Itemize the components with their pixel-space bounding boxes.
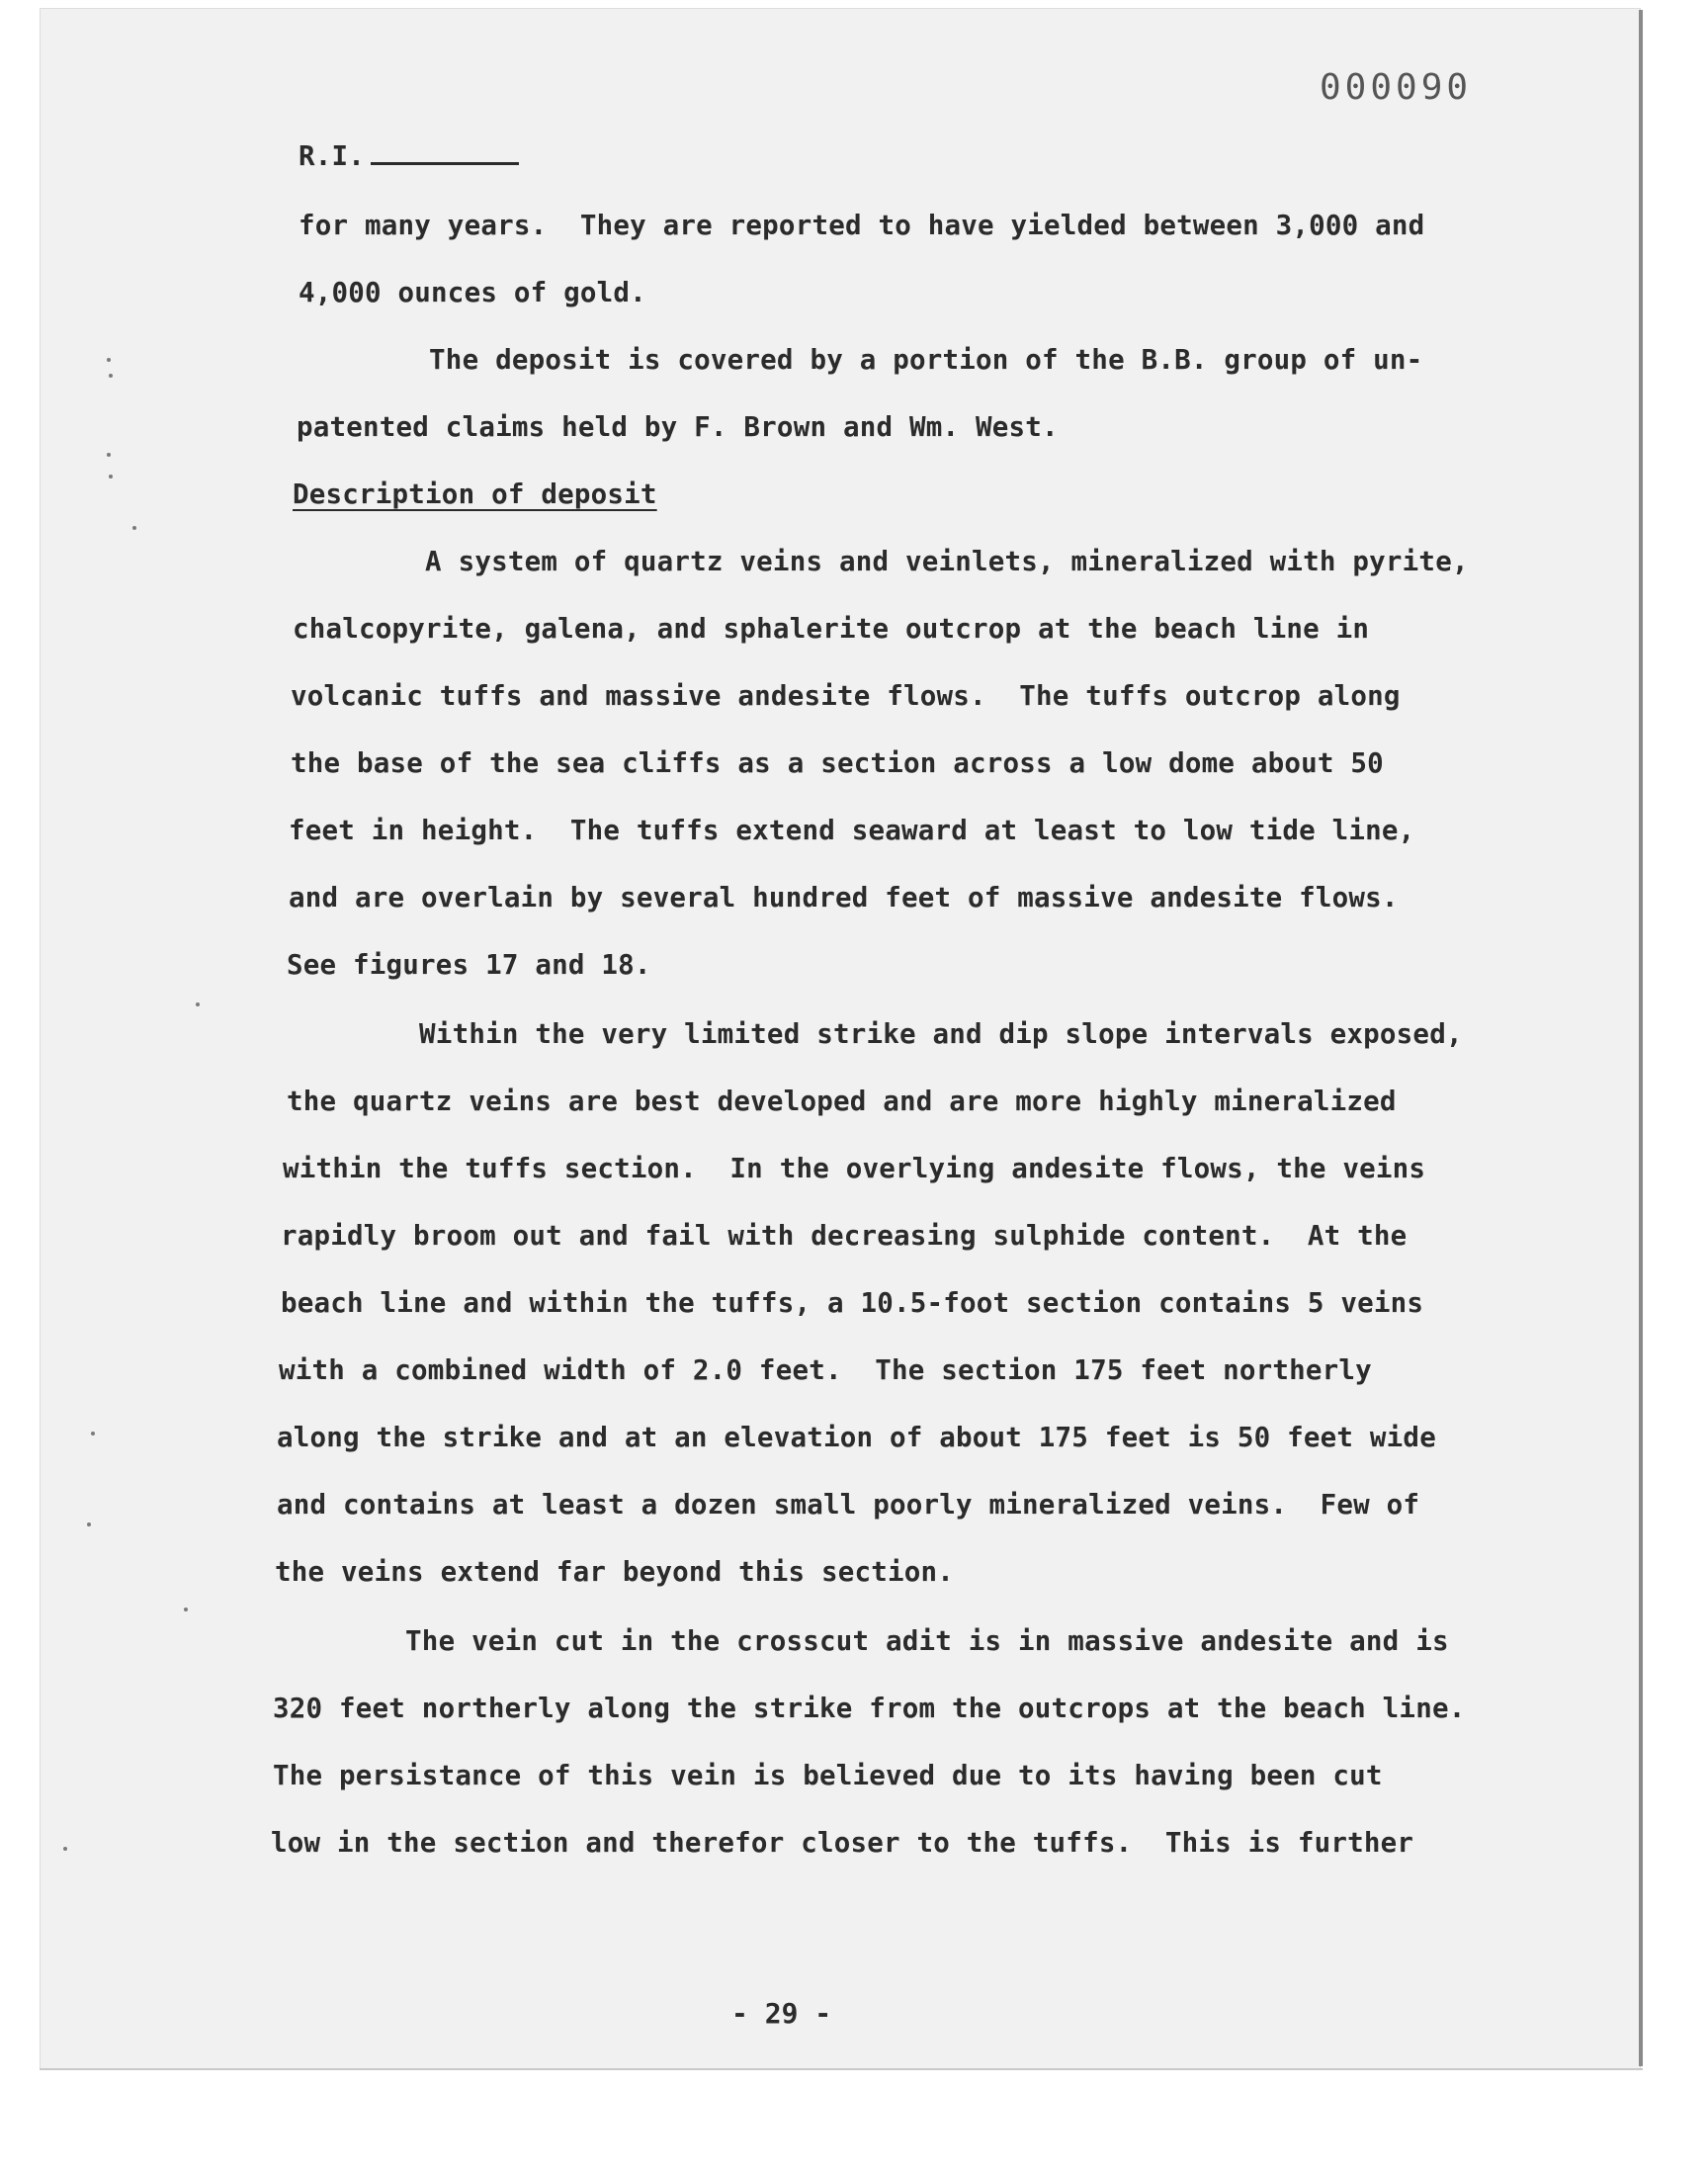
text-line-17: beach line and within the tuffs, a 10.5-foot section contains 5 veins bbox=[281, 1287, 1424, 1319]
scan-speck bbox=[63, 1847, 67, 1851]
ri-label: R.I. bbox=[299, 140, 366, 172]
text-line-15: within the tuffs section. In the overlying andesite flows, the veins bbox=[283, 1153, 1426, 1184]
scan-speck bbox=[107, 358, 111, 362]
sheet-bottom-edge bbox=[40, 2068, 1643, 2070]
ri-blank-line bbox=[371, 161, 519, 165]
page-number: - 29 - bbox=[731, 1997, 832, 2030]
scan-speck bbox=[184, 1608, 188, 1611]
text-line-13: Within the very limited strike and dip slope intervals exposed, bbox=[287, 1018, 1463, 1050]
scan-speck bbox=[107, 453, 111, 457]
text-line-18: with a combined width of 2.0 feet. The section 175 feet northerly bbox=[279, 1354, 1372, 1386]
sheet-right-edge bbox=[1639, 10, 1643, 2066]
scan-speck bbox=[132, 526, 136, 530]
text-line-6: A system of quartz veins and veinlets, mineralized with pyrite, bbox=[293, 546, 1469, 577]
text-line-10: feet in height. The tuffs extend seaward at least to low tide line, bbox=[289, 815, 1415, 846]
text-line-16: rapidly broom out and fail with decreasing sulphide content. At the bbox=[281, 1220, 1408, 1252]
scan-speck bbox=[109, 475, 113, 478]
text-line-24: The persistance of this vein is believed due to its having been cut bbox=[273, 1760, 1383, 1791]
text-line-1: for many years. They are reported to have yielded between 3,000 and bbox=[299, 210, 1425, 241]
text-line-8: volcanic tuffs and massive andesite flows. The tuffs outcrop along bbox=[291, 680, 1401, 712]
text-line-14: the quartz veins are best developed and are more highly mineralized bbox=[287, 1086, 1397, 1117]
text-line-21: the veins extend far beyond this section. bbox=[275, 1556, 955, 1588]
ri-header bbox=[299, 140, 519, 172]
text-line-4: patented claims held by F. Brown and Wm. West. bbox=[297, 411, 1059, 443]
serial-number: 000090 bbox=[1320, 67, 1473, 108]
section-heading: Description of deposit bbox=[293, 478, 657, 510]
text-line-22: The vein cut in the crosscut adit is in massive andesite and is bbox=[273, 1625, 1449, 1657]
text-line-19: along the strike and at an elevation of about 175 feet is 50 feet wide bbox=[277, 1422, 1436, 1453]
scan-speck bbox=[196, 1002, 200, 1006]
scan-speck bbox=[91, 1432, 95, 1436]
text-line-11: and are overlain by several hundred feet of massive andesite flows. bbox=[289, 882, 1399, 914]
text-line-3: The deposit is covered by a portion of the B.B. group of un- bbox=[297, 344, 1423, 376]
scan-speck bbox=[87, 1522, 91, 1526]
text-line-23: 320 feet northerly along the strike from the outcrops at the beach line. bbox=[273, 1693, 1466, 1724]
text-line-25: low in the section and therefor closer to the tuffs. This is further bbox=[271, 1827, 1414, 1859]
text-line-9: the base of the sea cliffs as a section across a low dome about 50 bbox=[291, 747, 1384, 779]
scan-speck bbox=[109, 374, 113, 378]
text-line-7: chalcopyrite, galena, and sphalerite outcrop at the beach line in bbox=[293, 613, 1370, 645]
text-line-20: and contains at least a dozen small poorly mineralized veins. Few of bbox=[277, 1489, 1420, 1521]
text-line-2: 4,000 ounces of gold. bbox=[299, 277, 646, 308]
text-line-12: See figures 17 and 18. bbox=[287, 949, 651, 981]
